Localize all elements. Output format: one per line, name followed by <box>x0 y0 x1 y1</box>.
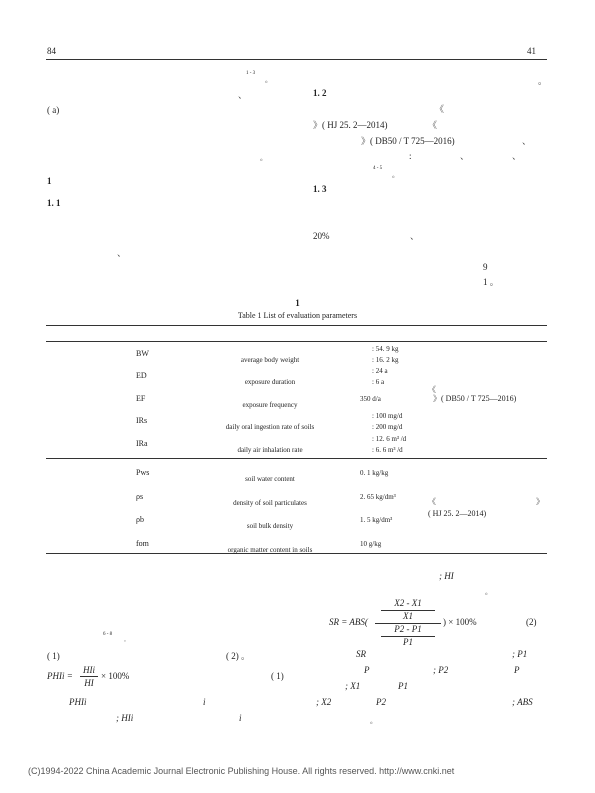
table-cell-value: 10 g/kg <box>360 540 382 548</box>
punct: 。 <box>392 171 399 179</box>
page-number-right: 41 <box>527 46 536 56</box>
page-number-left: 84 <box>47 46 56 56</box>
table-cell-description: average body weight <box>240 356 300 364</box>
equation-number-1: ( 1) <box>271 671 284 681</box>
section-1: 1 <box>47 176 52 186</box>
table-cell-symbol: IRs <box>136 416 148 425</box>
table-cell-value: 2. 65 kg/dm³ <box>360 493 396 501</box>
abs-def: ; ABS <box>512 697 533 707</box>
p2-def: ; P2 <box>433 665 449 675</box>
table-cell-value: : 200 mg/d <box>372 423 403 431</box>
punct: 、 <box>460 151 470 161</box>
source-db: 》( DB50 / T 725—2016) <box>433 394 517 403</box>
table-cell-symbol: BW <box>136 349 149 358</box>
table-cell-value: 1. 5 kg/dm³ <box>360 516 393 524</box>
table-cell-symbol: ED <box>136 371 147 380</box>
equation-number-2: (2) <box>526 617 537 627</box>
punct: 。 <box>265 76 272 84</box>
table-cell-value: 350 d/a <box>360 395 381 403</box>
label-a: ( a) <box>47 105 60 115</box>
section-1-3: 1. 3 <box>313 184 327 194</box>
table-cell-value: : 100 mg/d <box>372 412 403 420</box>
table-cell-description: organic matter content in soils <box>227 546 313 554</box>
table-cell-value: : 24 a <box>372 367 388 375</box>
punct: 。 <box>538 76 548 86</box>
phi-num: HIi <box>83 665 95 675</box>
punct: 《 <box>428 120 438 130</box>
percent-20: 20% <box>313 231 330 241</box>
punct: : <box>409 151 412 161</box>
source-hj: ( HJ 25. 2—2014) <box>428 509 487 518</box>
header-rule <box>46 59 547 60</box>
table-cell-symbol: EF <box>136 394 146 403</box>
ref-hj: 》( HJ 25. 2—2014) <box>313 120 388 130</box>
punct: 。 <box>370 717 377 725</box>
table-cell-value: : 54. 9 kg <box>372 345 399 353</box>
phi-den: HI <box>84 678 94 688</box>
table-cell-symbol: ρs <box>136 492 144 501</box>
punct: 、 <box>522 136 532 146</box>
source-open: 《 <box>428 497 436 506</box>
phi-formula-rhs: × 100% <box>101 671 130 681</box>
p1-var: P1 <box>398 681 408 691</box>
citation-4-5: 4 - 5 <box>373 166 383 171</box>
table-cell-symbol: fom <box>136 539 149 548</box>
table-cell-symbol: IRa <box>136 439 148 448</box>
table-cell-description: daily oral ingestion rate of soils <box>225 423 315 431</box>
sr-num-bottom: X1 <box>403 611 413 621</box>
punct: 、 <box>512 151 522 161</box>
punct: 、 <box>117 248 127 258</box>
sr-word: SR <box>356 649 366 659</box>
table-cell-description: daily air inhalation rate <box>237 446 303 454</box>
sr-den-bottom: P1 <box>403 637 413 647</box>
source-open: 《 <box>428 385 436 394</box>
punct: 、 <box>410 231 420 241</box>
phii-word: PHIi <box>69 697 87 707</box>
table-cell-value: : 6 a <box>372 378 385 386</box>
table-mid-rule <box>46 458 547 459</box>
p-var: P <box>364 665 370 675</box>
number-9: 9 <box>483 262 488 272</box>
punct: 、 <box>238 90 248 100</box>
hii-def: ; HIi <box>116 713 134 723</box>
table-cell-symbol: ρb <box>136 515 144 524</box>
ref-1: 1 。 <box>483 277 499 287</box>
citation-1-3: 1 - 3 <box>246 71 256 76</box>
table-cell-description: exposure frequency <box>242 401 298 409</box>
i-var: i <box>203 697 206 707</box>
phi-formula-lhs: PHIi = <box>47 671 73 681</box>
table-cell-symbol: Pws <box>136 468 150 477</box>
hi-label: ; HI <box>439 571 454 581</box>
table-cell-description: soil water content <box>245 475 295 483</box>
table-cell-value: : 16. 2 kg <box>372 356 399 364</box>
sr-num-top: X2 - X1 <box>394 598 422 608</box>
equation-ref-2: ( 2) 。 <box>226 651 250 661</box>
p1-def: ; P1 <box>512 649 528 659</box>
punct: 。 <box>485 588 492 596</box>
punct: 。 <box>260 154 267 162</box>
table-cell-value: : 6. 6 m³ /d <box>372 446 403 454</box>
table-cell-description: exposure duration <box>244 378 296 386</box>
p-var: P <box>514 665 520 675</box>
fraction-bar <box>80 676 98 677</box>
sr-formula-rhs: ) × 100% <box>443 617 477 627</box>
table-number: 1 <box>295 298 300 308</box>
sr-formula-lhs: SR = ABS( <box>329 617 368 627</box>
table-cell-value: 0. 1 kg/kg <box>360 469 389 477</box>
equation-ref-1: ( 1) <box>47 651 60 661</box>
table-head-rule <box>46 341 547 342</box>
x1-def: ; X1 <box>345 681 361 691</box>
i-var: i <box>239 713 242 723</box>
table-caption: Table 1 List of evaluation parameters <box>237 311 358 320</box>
table-cell-description: density of soil particulates <box>233 499 307 507</box>
punct: 《 <box>435 104 445 114</box>
citation-6-8: 6 - 8 <box>103 632 113 637</box>
table-top-rule <box>46 325 547 326</box>
source-close: 》 <box>536 497 544 506</box>
table-cell-value: : 12. 6 m³ /d <box>372 435 407 443</box>
x2-def: ; X2 <box>316 697 332 707</box>
section-1-1: 1. 1 <box>47 198 61 208</box>
ref-db: 》( DB50 / T 725—2016) <box>361 136 455 146</box>
punct: 。 <box>124 638 130 643</box>
p2-var: P2 <box>376 697 386 707</box>
section-1-2: 1. 2 <box>313 88 327 98</box>
sr-den-top: P2 - P1 <box>394 624 422 634</box>
copyright-footer: (C)1994-2022 China Academic Journal Electronic Publishing House. All rights reserved. http://www.cnki.net <box>28 766 455 776</box>
table-cell-description: soil bulk density <box>246 522 294 530</box>
